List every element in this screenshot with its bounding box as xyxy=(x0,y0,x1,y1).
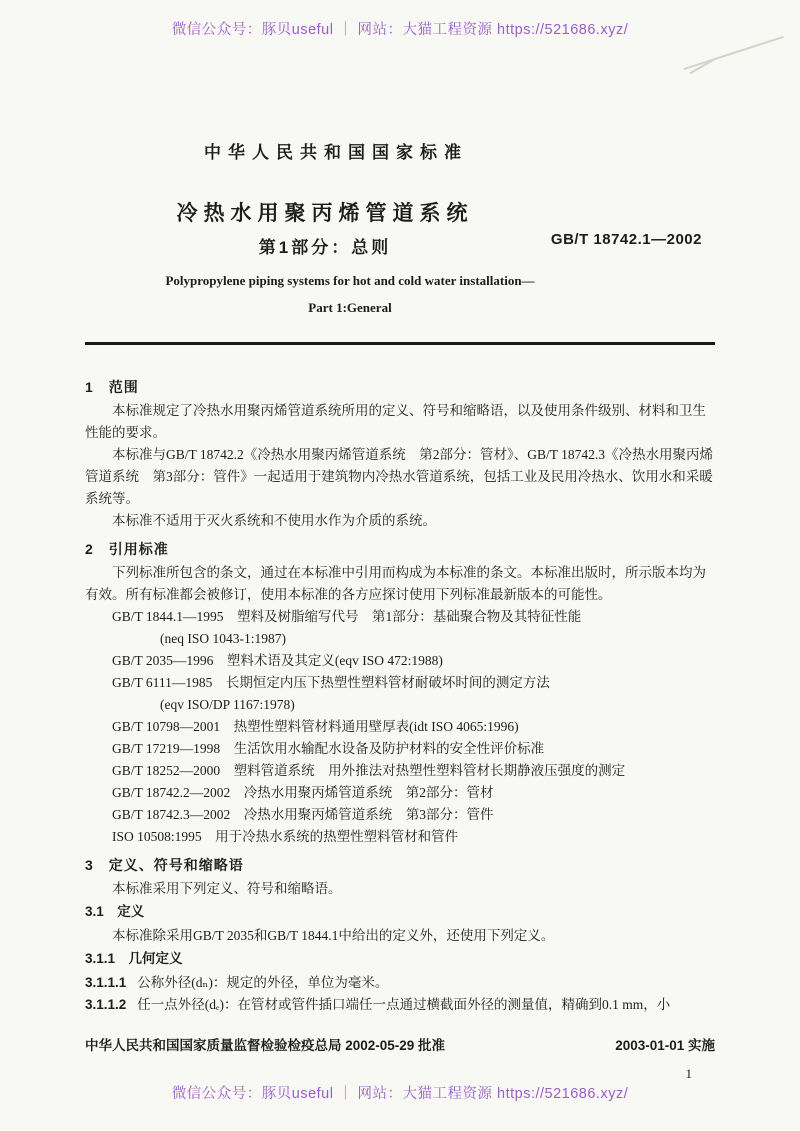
reference-item: GB/T 18252—2000 塑料管道系统 用外推法对热塑性塑料管材长期静液压强度的测定 xyxy=(112,763,626,778)
reference-item: GB/T 2035—1996 塑料术语及其定义(eqv ISO 472:1988) xyxy=(112,653,443,668)
reference-continuation: (eqv ISO/DP 1167:1978) xyxy=(160,697,295,712)
section-2-paragraph-1: 下列标准所包含的条文，通过在本标准中引用而构成为本标准的条文。本标准出版时，所示版本均为有效。所有标准都会被修订，使用本标准的各方应探讨使用下列标准最新版本的可能性。 xyxy=(85,565,706,602)
subsection-3-1-heading: 3.1 定义 xyxy=(85,904,145,919)
section-1-paragraph-1: 本标准规定了冷热水用聚丙烯管道系统所用的定义、符号和缩略语，以及使用条件级别、材料和卫生性能的要求。 xyxy=(85,403,706,440)
clause-text: 公称外径(dₙ)：规定的外径，单位为毫米。 xyxy=(137,975,389,990)
clause-number: 3.1.1.2 xyxy=(85,997,127,1012)
subsection-3-1-1-heading: 3.1.1 几何定义 xyxy=(85,951,183,966)
reference-item: ISO 10508:1995 用于冷热水系统的热塑性塑料管材和管件 xyxy=(112,829,459,844)
subsection-3-1-paragraph-1: 本标准除采用GB/T 2035和GB/T 1844.1中给出的定义外，还使用下列定义。 xyxy=(112,928,555,943)
section-3-paragraph-1: 本标准采用下列定义、符号和缩略语。 xyxy=(112,881,342,896)
english-title-line1: Polypropylene piping systems for hot and cold water installation— xyxy=(165,273,535,288)
watermark-bottom: 微信公众号：豚贝useful ｜ 网站：大猫工程资源 https://521686.xyz/ xyxy=(171,1086,629,1102)
reference-item: GB/T 17219—1998 生活饮用水输配水设备及防护材料的安全性评价标准 xyxy=(112,741,545,756)
scan-artifact xyxy=(683,36,783,70)
document-body xyxy=(85,370,717,1016)
standard-number: GB/T 18742.1—2002 xyxy=(550,231,702,248)
clause-3-1-1-2 xyxy=(85,994,717,1016)
footer-implementation: 2003-01-01 实施 xyxy=(615,1038,715,1053)
clause-number: 3.1.1.1 xyxy=(85,975,127,990)
reference-item: GB/T 6111—1985 长期恒定内压下热塑性塑料管材耐破坏时间的测定方法 xyxy=(112,675,550,690)
page-number: 1 xyxy=(685,1066,692,1081)
section-3-heading: 3 定义、符号和缩略语 xyxy=(85,857,244,873)
section-1-paragraph-2: 本标准与GB/T 18742.2《冷热水用聚丙烯管道系统 第2部分：管材》、GB/T 18742.3《冷热水用聚丙烯管道系统 第3部分：管件》一起适用于建筑物内冷热水管道系统，包括工业及民用冷热水、饮用水和采暖系统等。 xyxy=(85,447,714,506)
reference-item: GB/T 18742.3—2002 冷热水用聚丙烯管道系统 第3部分：管件 xyxy=(112,807,494,822)
reference-continuation: (neq ISO 1043-1:1987) xyxy=(160,631,286,646)
section-1-heading: 1 范围 xyxy=(85,379,139,395)
header-rule xyxy=(85,342,715,345)
reference-item: GB/T 10798—2001 热塑性塑料管材料通用壁厚表(idt ISO 4065:1996) xyxy=(112,719,519,734)
watermark-top: 微信公众号：豚贝useful ｜ 网站：大猫工程资源 https://521686.xyz/ xyxy=(171,22,629,38)
document-title: 冷热水用聚丙烯管道系统 xyxy=(176,202,474,225)
document-subtitle: 第1部分：总则 xyxy=(258,238,392,257)
english-title-line2: Part 1:General xyxy=(308,300,392,315)
reference-item: GB/T 18742.2—2002 冷热水用聚丙烯管道系统 第2部分：管材 xyxy=(112,785,494,800)
clause-text: 任一点外径(dₑ)：在管材或管件插口端任一点通过横截面外径的测量值，精确到0.1 mm，小 xyxy=(137,997,671,1012)
section-1-paragraph-3: 本标准不适用于灭火系统和不使用水作为介质的系统。 xyxy=(112,513,436,528)
reference-item: GB/T 1844.1—1995 塑料及树脂缩写代号 第1部分：基础聚合物及其特征性能 xyxy=(112,609,582,624)
clause-3-1-1-1 xyxy=(85,972,717,994)
standard-type-heading: 中华人民共和国国家标准 xyxy=(204,143,468,162)
footer-approval: 中华人民共和国国家质量监督检验检疫总局 2002-05-29 批准 xyxy=(85,1038,446,1053)
section-2-heading: 2 引用标准 xyxy=(85,541,169,557)
footer xyxy=(85,1034,715,1054)
